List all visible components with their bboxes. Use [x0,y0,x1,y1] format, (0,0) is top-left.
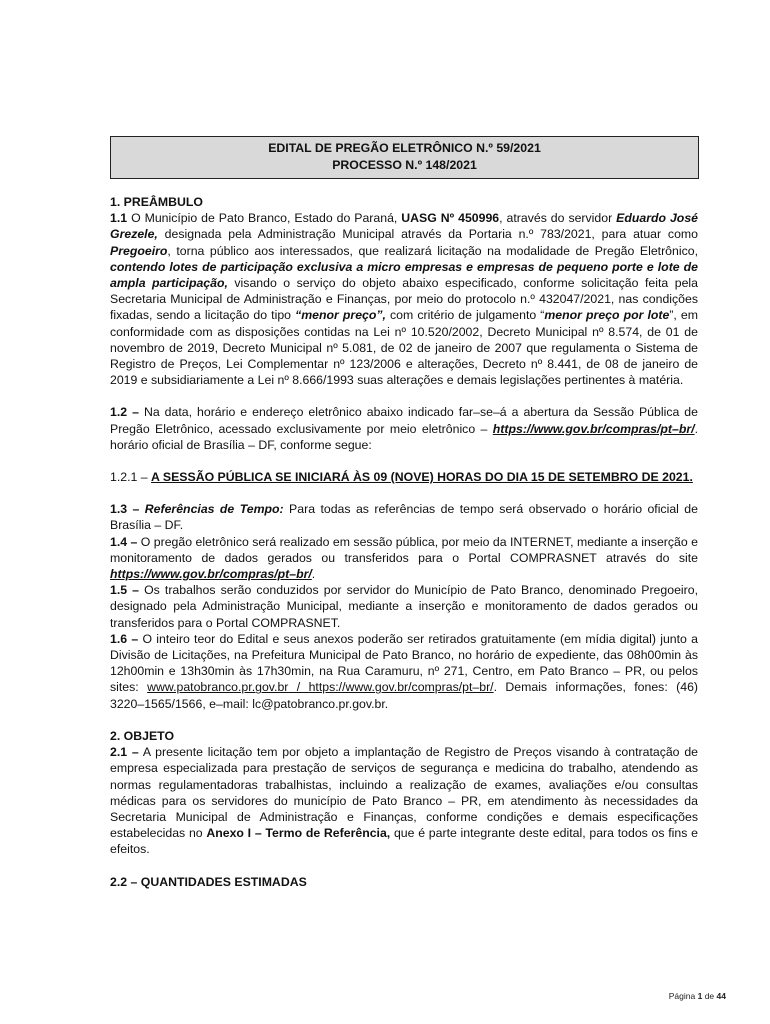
session-start-notice: A SESSÃO PÚBLICA SE INICIARÁ ÀS 09 (NOVE) HORAS DO DIA 15 DE SETEMBRO DE 2021. [151,470,693,485]
section-heading-quantidades: 2.2 – QUANTIDADES ESTIMADAS [110,874,307,889]
document-body [110,194,698,890]
paragraph-2-1: 2.1 – A presente licitação tem por objeto a implantação de Registro de Preços visando à contratação de empresa especializada para prestação de serviços de segurança e medicina do trabalho, atendendo as normas regulamentadoras trabalhistas, incluindo a realização de exames, avaliações e/ou consultas médicas para os servidores do município de Pato Branco – PR, em atendimento às necessidades da Secretaria Municipal de Administração e Finanças, conforme condições e demais especificações estabelecidas no Anexo I – Termo de Referência, que é parte integrante deste edital, para todos os fins e efeitos. [110,745,698,857]
paragraph-1-6: 1.6 – O inteiro teor do Edital e seus anexos poderão ser retirados gratuitamente (em mídia digital) junto a Divisão de Licitações, na Prefeitura Municipal de Pato Branco, no horário de expediente, das 08h00min às 12h00min e 13h30min às 17h30min, na Rua Caramuru, nº 271, Centro, em Pato Branco – PR, ou pelos sites: www.patobranco.pr.gov.br / https://www.gov.br/compras/pt–br/. Demais informações, fones: (46) 3220–1565/1566, e–mail: lc@patobranco.pr.gov.br. [110,631,699,711]
compras-link[interactable]: https://www.gov.br/compras/pt–br/ [110,567,312,582]
section-heading-preambulo: 1. PREÂMBULO [110,195,203,209]
paragraph-1-5: 1.5 – Os trabalhos serão conduzidos por servidor do Município de Pato Branco, denominado Pregoeiro, designado pela Administração Municipal, mediante a inserção e monitoramento de dados gerados ou transferidos para o Portal COMPRASNET. [110,583,698,630]
page-number: Página 1 de 44 [668,991,726,1001]
paragraph-1-3: 1.3 – Referências de Tempo: Para todas as referências de tempo será observado o horário oficial de Brasília – DF. [110,502,698,533]
compras-link[interactable]: https://www.gov.br/compras/pt–br/ [308,680,494,695]
paragraph-1-4: 1.4 – O pregão eletrônico será realizado em sessão pública, por meio da INTERNET, mediante a inserção e monitoramento de dados gerados ou transferidos para o Portal COMPRASNET através do site https://www.gov.br/compras/pt–br/. [110,534,698,582]
edital-title: EDITAL DE PREGÃO ELETRÔNICO N.º 59/2021 [268,141,541,155]
paragraph-1-2-1: 1.2.1 – A SESSÃO PÚBLICA SE INICIARÁ ÀS 09 (NOVE) HORAS DO DIA 15 DE SETEMBRO DE 2021. [110,470,693,485]
patobranco-site-link[interactable]: www.patobranco.pr.gov.br [147,680,289,695]
compras-link[interactable]: https://www.gov.br/compras/pt–br/ [492,421,695,436]
paragraph-1-1: 1.1 O Município de Pato Branco, Estado do Paraná, UASG Nº 450996, através do servidor Eduardo José Grezele, designada pela Administração Municipal através da Portaria n.º 783/2021, para atuar como Pregoeiro, torna público aos interessados, que realizará licitação na modalidade de Pregão Eletrônico, contendo lotes de participação exclusiva a micro empresas e empresas de pequeno porte e lote de ampla participação, visando o serviço do objeto abaixo especificado, conforme solicitação feita pela Secretaria Municipal de Administração e Finanças, por meio do protocolo n.º 432047/2021, nas condições fixadas, sendo a licitação do tipo “menor preço”, com critério de julgamento “menor preço por lote”, em conformidade com as disposições contidas na Lei nº 10.520/2002, Decreto Municipal nº 8.574, de 01 de novembro de 2019, Decreto Municipal nº 5.081, de 02 de janeiro de 2007 que regulamenta o Sistema de Registro de Preços, Lei Complementar nº 123/2006 e alterações, Decreto nº 8.441, de 08 de janeiro de 2019 e subsidiariamente a Lei nº 8.666/1993 suas alterações e demais legislações pertinentes à matéria. [110,211,698,388]
section-heading-objeto: 2. OBJETO [110,728,175,743]
paragraph-1-2: 1.2 – Na data, horário e endereço eletrônico abaixo indicado far–se–á a abertura da Sessão Pública de Pregão Eletrônico, acessado exclusivamente por meio eletrônico – https://www.gov.br/compras/pt–br/. horário oficial de Brasília – DF, conforme segue: [110,405,698,452]
edital-title-box [110,136,699,179]
processo-number: PROCESSO N.º 148/2021 [332,158,477,172]
